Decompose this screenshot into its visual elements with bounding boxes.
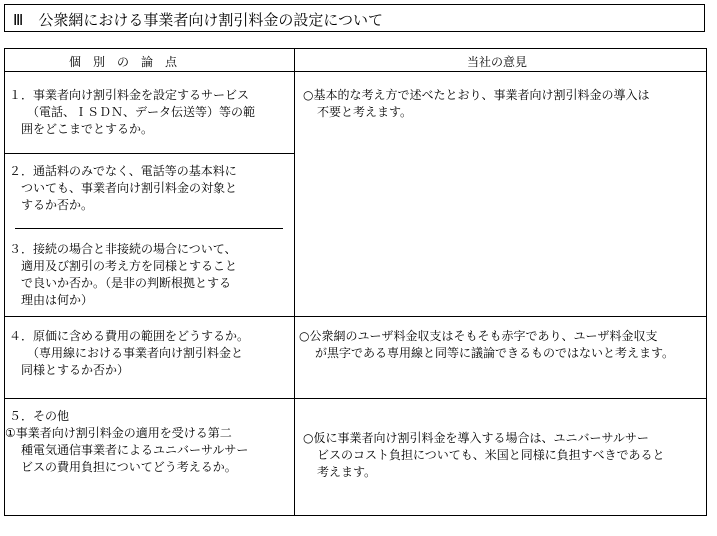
opinion-1-line-2: 不要と考えます。 — [317, 105, 413, 119]
column-divider — [294, 49, 295, 516]
issues-table — [4, 48, 707, 516]
section-title: Ⅲ 公衆網における事業者向け割引料金の設定について — [13, 11, 384, 29]
issue-3 — [5, 241, 237, 309]
issue-4 — [5, 328, 249, 379]
section-title-box — [4, 4, 705, 32]
header-opinion: 当社の意見 — [467, 55, 528, 69]
opinion-1-line-1: ○基本的な考え方で述べたとおり、事業者向け割引料金の導入は — [303, 88, 650, 102]
opinion-3-line-3: 考えます。 — [317, 465, 377, 479]
opinion-2-line-1: ○公衆網のユーザ料金収支はそもそも赤字であり、ユーザ料金収支 — [299, 329, 658, 343]
issue-5 — [5, 408, 248, 476]
issue-2-line-2: ついても、事業者向け割引料金の対象と — [21, 181, 238, 195]
issue-5-line-3: 種電気通信事業者によるユニバーサルサー — [21, 443, 249, 457]
opinion-3-line-1: ○仮に事業者向け割引料金を導入する場合は、ユニバーサルサー — [303, 431, 649, 445]
issue-3-line-2: 適用及び割引の考え方を同様とすること — [21, 259, 238, 273]
row-divider-full — [5, 398, 706, 399]
issue-1 — [5, 87, 255, 138]
issue-4-line-1: ４．原価に含める費用の範囲をどうするか。 — [9, 329, 250, 343]
issue-4-line-3: 同様とするか否か） — [21, 363, 130, 377]
issue-2-line-1: ２．通話料のみでなく、電話等の基本料に — [9, 164, 237, 178]
row-divider — [5, 153, 294, 154]
issue-5-line-1: ５．その他 — [9, 409, 70, 423]
issue-1-line-2: （電話、ＩＳＤＮ、データ伝送等）等の範 — [27, 105, 256, 119]
opinion-3-line-2: ビスのコスト負担についても、米国と同様に負担すべきであると — [317, 448, 665, 462]
header-divider — [5, 71, 706, 72]
issue-3-line-4: 理由は何か） — [21, 293, 94, 307]
issue-2-line-3: するか否か。 — [21, 198, 94, 212]
issue-3-line-1: ３．接続の場合と非接続の場合について、 — [9, 242, 237, 256]
issue-3-line-3: で良いか否か。（是非の判断根拠とする — [21, 276, 232, 290]
row-divider — [15, 228, 283, 229]
issue-1-line-1: １．事業者向け割引料金を設定するサービス — [9, 88, 250, 102]
opinion-2-line-2: が黒字である専用線と同等に議論できるものではないと考えます。 — [315, 346, 675, 360]
opinion-1 — [303, 87, 649, 121]
issue-1-line-3: 囲をどこまでとするか。 — [21, 122, 154, 136]
issue-5-line-4: ビスの費用負担についてどう考えるか。 — [21, 460, 237, 474]
issue-2 — [5, 163, 237, 214]
issue-4-line-2: （専用線における事業者向け割引料金と — [27, 346, 244, 360]
opinion-2 — [299, 328, 674, 362]
header-issues: 個 別 の 論 点 — [69, 55, 178, 69]
row-divider-full — [5, 316, 706, 317]
opinion-3 — [303, 430, 665, 481]
issue-5-line-2: ①事業者向け割引料金の適用を受ける第二 — [5, 426, 232, 440]
